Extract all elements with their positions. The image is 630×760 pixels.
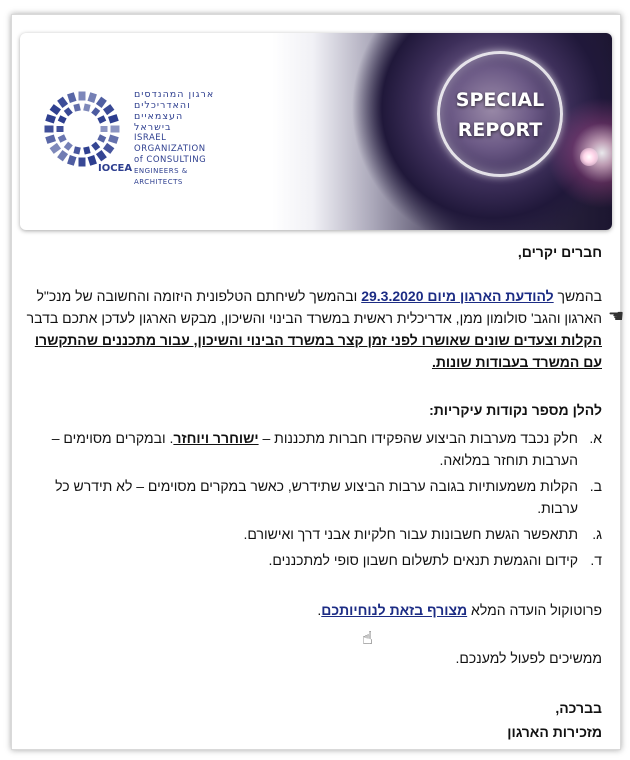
logo-block [45,134,56,143]
logo-block [79,92,86,101]
logo-block [45,114,56,123]
logo-block [67,155,76,166]
continue-text: ממשיכים לפעול למענכם. [455,650,602,666]
greeting: חברים יקרים, [517,244,602,260]
logo-block [58,115,67,123]
intro-paragraph [24,285,602,373]
logo-hebrew-line: ארגון המהנדסים [134,89,215,100]
logo-block [96,150,107,161]
logo-english-line: ENGINEERS & ARCHITECTS [134,167,188,186]
logo-english-line: ORGANIZATION [134,144,206,154]
protocol-paragraph [24,599,602,621]
logo-block [87,155,96,166]
logo-block [58,134,67,142]
logo-block [103,143,114,154]
logo-block [67,92,76,103]
logo-block [57,126,64,132]
iocea-logo [42,89,232,186]
logo-block [96,97,107,108]
logo-text [134,89,234,188]
protocol-text: פרוטוקול הועדה המלא [467,602,602,618]
logo-block [83,146,90,154]
protocol-end: . [317,602,322,618]
item-text: חלק נכבד מערבות הביצוע שהפקידו חברות מתכננות – [258,430,578,446]
logo-block [101,126,108,132]
closing: בברכה, [555,700,602,716]
logo-block [103,104,114,115]
logo-block [73,104,80,112]
list-marker: ב. [589,478,602,494]
logo-block [108,134,119,143]
lens-flare-icon [580,148,598,166]
special-report-artwork [272,33,612,230]
item-text: קידום והגמשת תנאים לתשלום חשבון סופי למתכננים. [268,552,578,568]
pointing-hand-icon: ☝ [362,628,373,649]
signature: מזכירות הארגון [507,724,602,740]
logo-block [64,142,73,151]
logo-block [91,107,100,116]
list-marker: ג. [592,526,602,542]
logo-block [87,92,96,103]
list-marker: א. [589,430,602,446]
logo-block [45,126,54,133]
item-text: הקלות משמעותיות בגובה ערבות הביצוע שתידרש, כאשר במקרים מסוימים – לא תידרש כל ערבות. [55,478,578,516]
special-title-line: SPECIAL [455,89,545,111]
logo-english-line: ISRAEL [134,133,167,143]
logo-block [79,158,86,167]
list-item [24,427,602,471]
logo-block [57,150,68,161]
intro-text: בהמשך [553,288,602,304]
logo-block [64,107,73,116]
logo-block [108,114,119,123]
logo-block [97,115,106,123]
logo-block [50,104,61,115]
list-heading: להלן מספר נקודות עיקריות: [429,402,602,418]
key-points-list [24,427,602,571]
intro-highlight: הקלות וצעדים שונים שאושרו לפני זמן קצר במשרד הבינוי והשיכון, עבור מתכננים שהתקשרו עם המשרד בעבודות שונות. [34,332,602,370]
logo-hebrew-line: העצמאיים [134,111,184,122]
message-body [24,222,602,743]
item-highlight: ישוחרר ויוחזר [173,430,259,446]
pointing-hand-icon: ☚ [608,306,625,327]
item-text: . ובמקרים מסוימים – הערבות תוחזר במלואה. [51,430,578,468]
logo-english-line: of CONSULTING [134,155,207,165]
special-report-banner [20,33,612,230]
item-text: תתאפשר הגשת חשבונות עבור חלקיות אבני דרך ואישורם. [243,526,578,542]
logo-circle-icon [42,89,122,169]
logo-block [83,104,90,112]
report-title-line: REPORT [457,119,543,141]
list-item [24,523,602,545]
protocol-link[interactable]: מצורף בזאת לנוחיותכם [321,602,468,618]
list-item [24,549,602,571]
logo-abbreviation: IOCEA [98,163,133,174]
intro-text: ובהמשך לשיחתם הטלפונית היזומה והחשובה של מנכ"ל הארגון והגב' סולומון ממן, אדריכלית ראשית במשרד הבינוי והשיכון, מבקש הארגון לעדכן אתכם בדבר [26,288,602,326]
list-marker: ד. [590,552,602,568]
logo-block [111,126,120,133]
logo-block [73,146,80,154]
special-report-title [437,85,563,145]
logo-hebrew-line: בישראל [134,122,172,133]
logo-block [57,97,68,108]
logo-block [91,142,100,151]
logo-block [97,134,106,142]
list-item [24,475,602,519]
logo-hebrew-line: והאדריכלים [134,100,191,111]
announcement-link[interactable]: להודעת הארגון מיום 29.3.2020 [361,288,554,304]
logo-block [50,143,61,154]
